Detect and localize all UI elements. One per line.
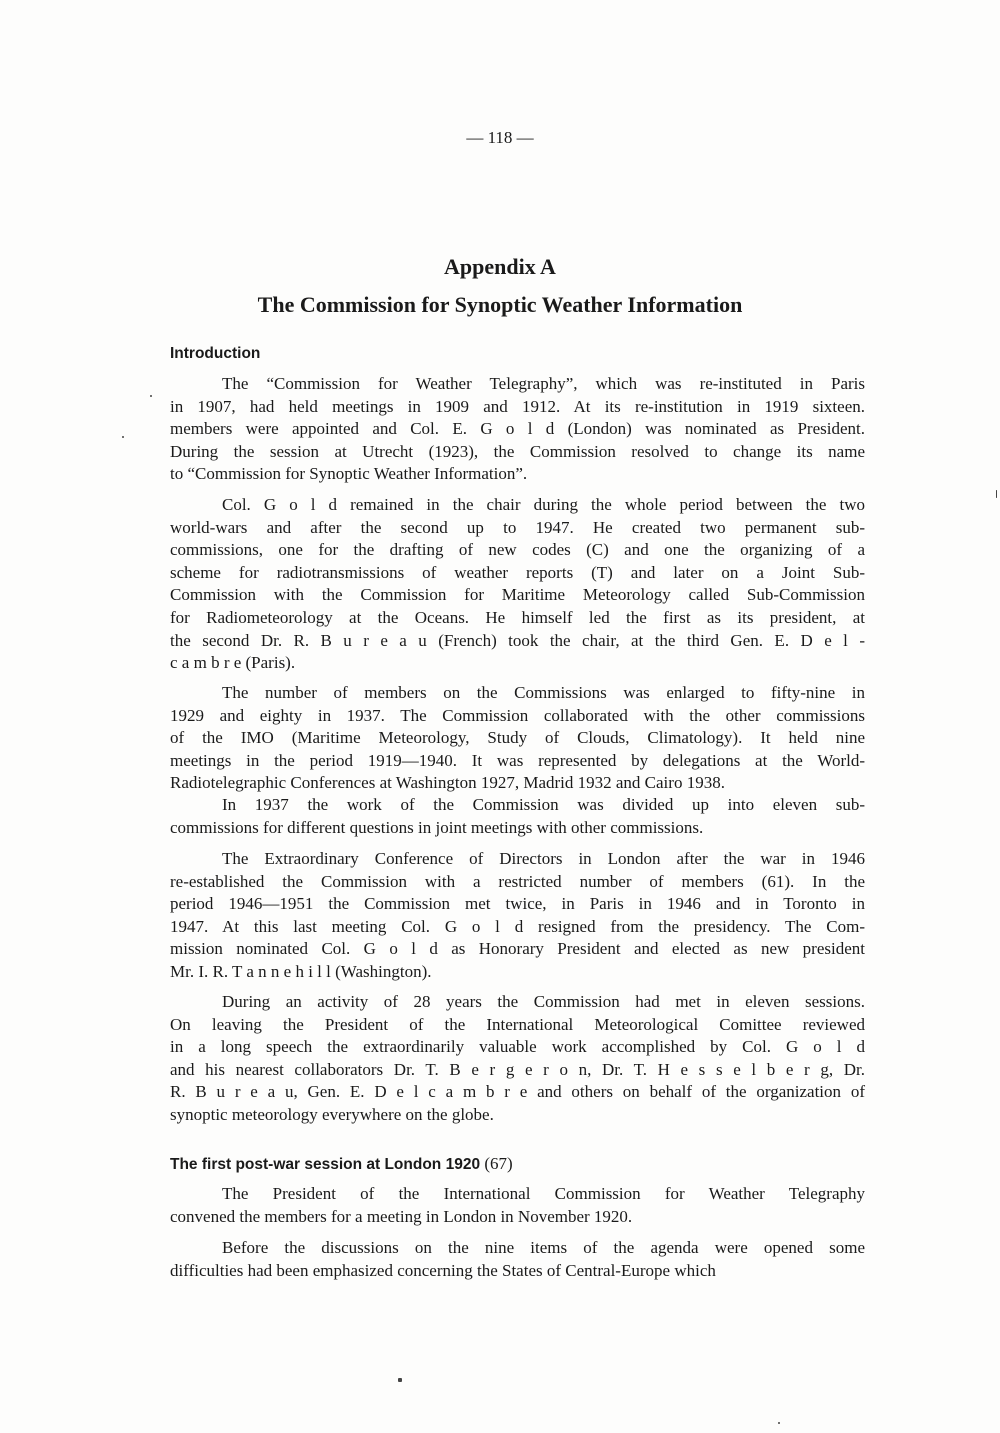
text-line: The President of the International Commission for Weather Telegraphy	[222, 1184, 865, 1203]
text-line: for Radiometeorology at the Oceans. He himself led the first as its president, at	[170, 608, 865, 627]
text-line: to “Commission for Synoptic Weather Information”.	[170, 464, 528, 484]
text-line: Mr. I. R. T a n n e h i l l (Washington).	[170, 962, 432, 981]
scan-speck	[150, 395, 152, 397]
text-line: mission nominated Col. G o l d as Honorary President and elected as new president	[170, 939, 865, 959]
text-line: 1929 and eighty in 1937. The Commission collaborated with the other commissions	[170, 705, 865, 725]
text-line: difficulties had been emphasized concerning the States of Central-Europe which	[170, 1260, 716, 1280]
text-line: The number of members on the Commissions was enlarged to fifty-nine in	[222, 683, 865, 702]
page-number: — 118 —	[466, 128, 534, 147]
section-heading-reference: (67)	[484, 1154, 513, 1173]
scan-speck	[778, 1422, 780, 1424]
text-line: members were appointed and Col. E. G o l d (London) was nominated as President.	[170, 419, 865, 439]
text-line: convened the members for a meeting in London in November 1920.	[170, 1206, 633, 1226]
text-line: Radiotelegraphic Conferences at Washington 1927, Madrid 1932 and Cairo 1938.	[170, 773, 725, 793]
section-heading-london-1920	[170, 1154, 513, 1174]
text-line: commissions, one for the drafting of new codes (C) and one the organizing of a	[170, 540, 865, 560]
text-line: The “Commission for Weather Telegraphy”, which was re-instituted in Paris	[222, 374, 865, 393]
text-line: in 1907, had held meetings in 1909 and 1912. At its re-institution in 1919 sixteen.	[170, 396, 865, 416]
text-line: Commission with the Commission for Maritime Meteorology called Sub-Commission	[170, 585, 865, 605]
text-line: During an activity of 28 years the Commission had met in eleven sessions.	[222, 992, 865, 1011]
text-line: meetings in the period 1919—1940. It was represented by delegations at the World-	[170, 750, 865, 770]
text-line: synoptic meteorology everywhere on the globe.	[170, 1105, 494, 1124]
text-line: in a long speech the extraordinarily valuable work accomplished by Col. G o l d	[170, 1037, 865, 1057]
text-line: the second Dr. R. B u r e a u (French) took the chair, at the third Gen. E. D e l -	[170, 630, 865, 650]
text-line: The Extraordinary Conference of Directors in London after the war in 1946	[222, 849, 865, 868]
scan-speck	[996, 490, 997, 498]
section-heading-text: The first post-war session at London 1920	[170, 1156, 481, 1173]
appendix-title: Appendix A	[444, 254, 556, 279]
text-line: world-wars and after the second up to 1947. He created two permanent sub-	[170, 517, 865, 537]
text-line: c a m b r e (Paris).	[170, 653, 296, 673]
text-line: 1947. At this last meeting Col. G o l d resigned from the presidency. The Com-	[170, 916, 865, 936]
scan-speck	[122, 436, 124, 438]
text-line: and his nearest collaborators Dr. T. B e r g e r o n, Dr. T. H e s s e l b e r g, Dr.	[170, 1059, 865, 1079]
text-line: R. B u r e a u, Gen. E. D e l c a m b r e and others on behalf of the organization of	[170, 1082, 865, 1102]
text-line: On leaving the President of the International Meteorological Comittee reviewed	[170, 1014, 865, 1034]
section-heading-introduction: Introduction	[170, 345, 261, 362]
text-line: During the session at Utrecht (1923), the Commission resolved to change its name	[170, 441, 865, 461]
text-line: period 1946—1951 the Commission met twice, in Paris in 1946 and in Toronto in	[170, 894, 865, 914]
text-line: In 1937 the work of the Commission was divided up into eleven sub-	[222, 795, 865, 814]
text-line: commissions for different questions in joint meetings with other commissions.	[170, 817, 704, 837]
text-line: Col. G o l d remained in the chair during the whole period between the two	[222, 495, 865, 514]
text-line: Before the discussions on the nine items of the agenda were opened some	[222, 1238, 865, 1257]
text-line: of the IMO (Maritime Meteorology, Study of Clouds, Climatology). It held nine	[170, 728, 865, 748]
main-title: The Commission for Synoptic Weather Information	[257, 292, 743, 317]
scan-speck	[398, 1378, 402, 1382]
text-line: re-established the Commission with a restricted number of members (61). In the	[170, 871, 865, 891]
text-line: scheme for radiotransmissions of weather reports (T) and later on a Joint Sub-	[170, 562, 865, 582]
